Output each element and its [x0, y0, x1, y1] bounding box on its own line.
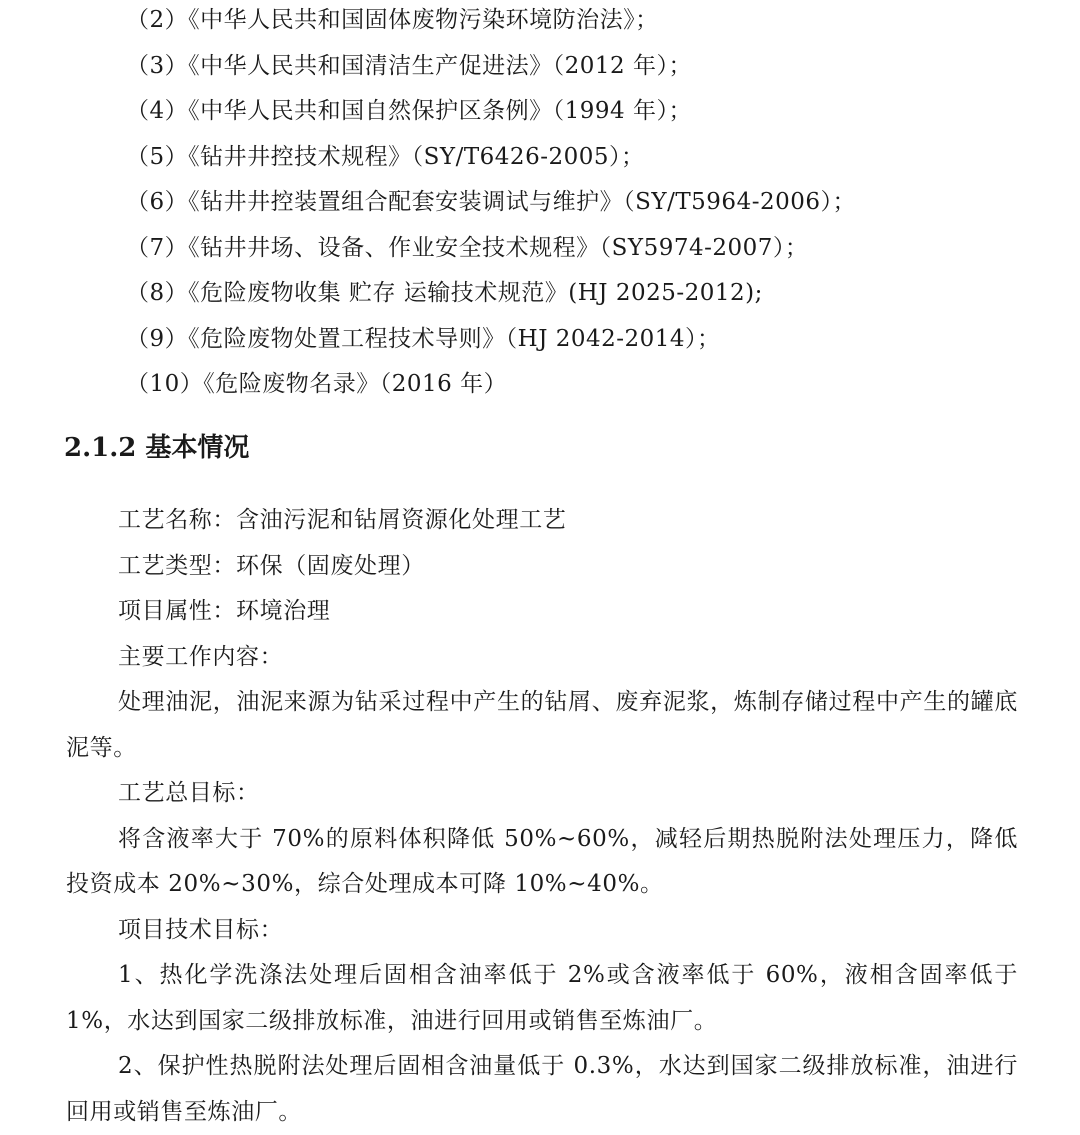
reference-item-8: （8）《危险废物收集 贮存 运输技术规范》(HJ 2025-2012); — [126, 280, 763, 306]
overall-goal-text: 将含液率大于 70%的原料体积降低 50%~60%，减轻后期热脱附法处理压力，降低投资成本 20%~30%，综合处理成本可降 10%~40%。 — [66, 825, 1018, 897]
reference-item-6: （6）《钻井井控装置组合配套安装调试与维护》（SY/T5964-2006）； — [126, 189, 857, 215]
tech-goal-2: 2、保护性热脱附法处理后固相含油量低于 0.3%，水达到国家二级排放标准，油进行回用或销售至炼油厂。 — [66, 1053, 1018, 1125]
reference-item-7: （7）《钻井井场、设备、作业安全技术规程》（SY5974-2007）； — [126, 234, 809, 261]
tech-goal-1: 1、热化学洗涤法处理后固相含油率低于 2%或含液率低于 60%，液相含固率低于 1%，水达到国家二级排放标准，油进行回用或销售至炼油厂。 — [66, 962, 1018, 1034]
project-attribute: 项目属性：环境治理 — [118, 598, 331, 624]
main-work-text: 处理油泥，油泥来源为钻采过程中产生的钻屑、废弃泥浆，炼制存储过程中产生的罐底泥等。 — [66, 689, 1018, 761]
reference-item-3: （3）《中华人民共和国清洁生产促进法》（2012 年）； — [126, 52, 692, 79]
process-name: 工艺名称：含油污泥和钻屑资源化处理工艺 — [118, 507, 567, 533]
tech-goal-label: 项目技术目标： — [118, 916, 284, 943]
reference-item-4: （4）《中华人民共和国自然保护区条例》（1994 年）； — [126, 98, 692, 124]
section-body — [66, 498, 1018, 1135]
process-type: 工艺类型：环保（固废处理） — [118, 552, 425, 579]
section-heading: 2.1.2 基本情况 — [64, 433, 250, 463]
main-work-label: 主要工作内容： — [118, 643, 284, 670]
reference-list — [126, 0, 1066, 408]
reference-item-2: （2）《中华人民共和国固体废物污染环境防治法》； — [126, 7, 659, 33]
reference-item-10: （10）《危险废物名录》（2016 年） — [126, 371, 508, 397]
reference-item-9: （9）《危险废物处置工程技术导则》（HJ 2042-2014）； — [126, 325, 721, 352]
overall-goal-label: 工艺总目标： — [118, 780, 260, 806]
reference-item-5: （5）《钻井井控技术规程》（SY/T6426-2005）； — [126, 143, 645, 170]
